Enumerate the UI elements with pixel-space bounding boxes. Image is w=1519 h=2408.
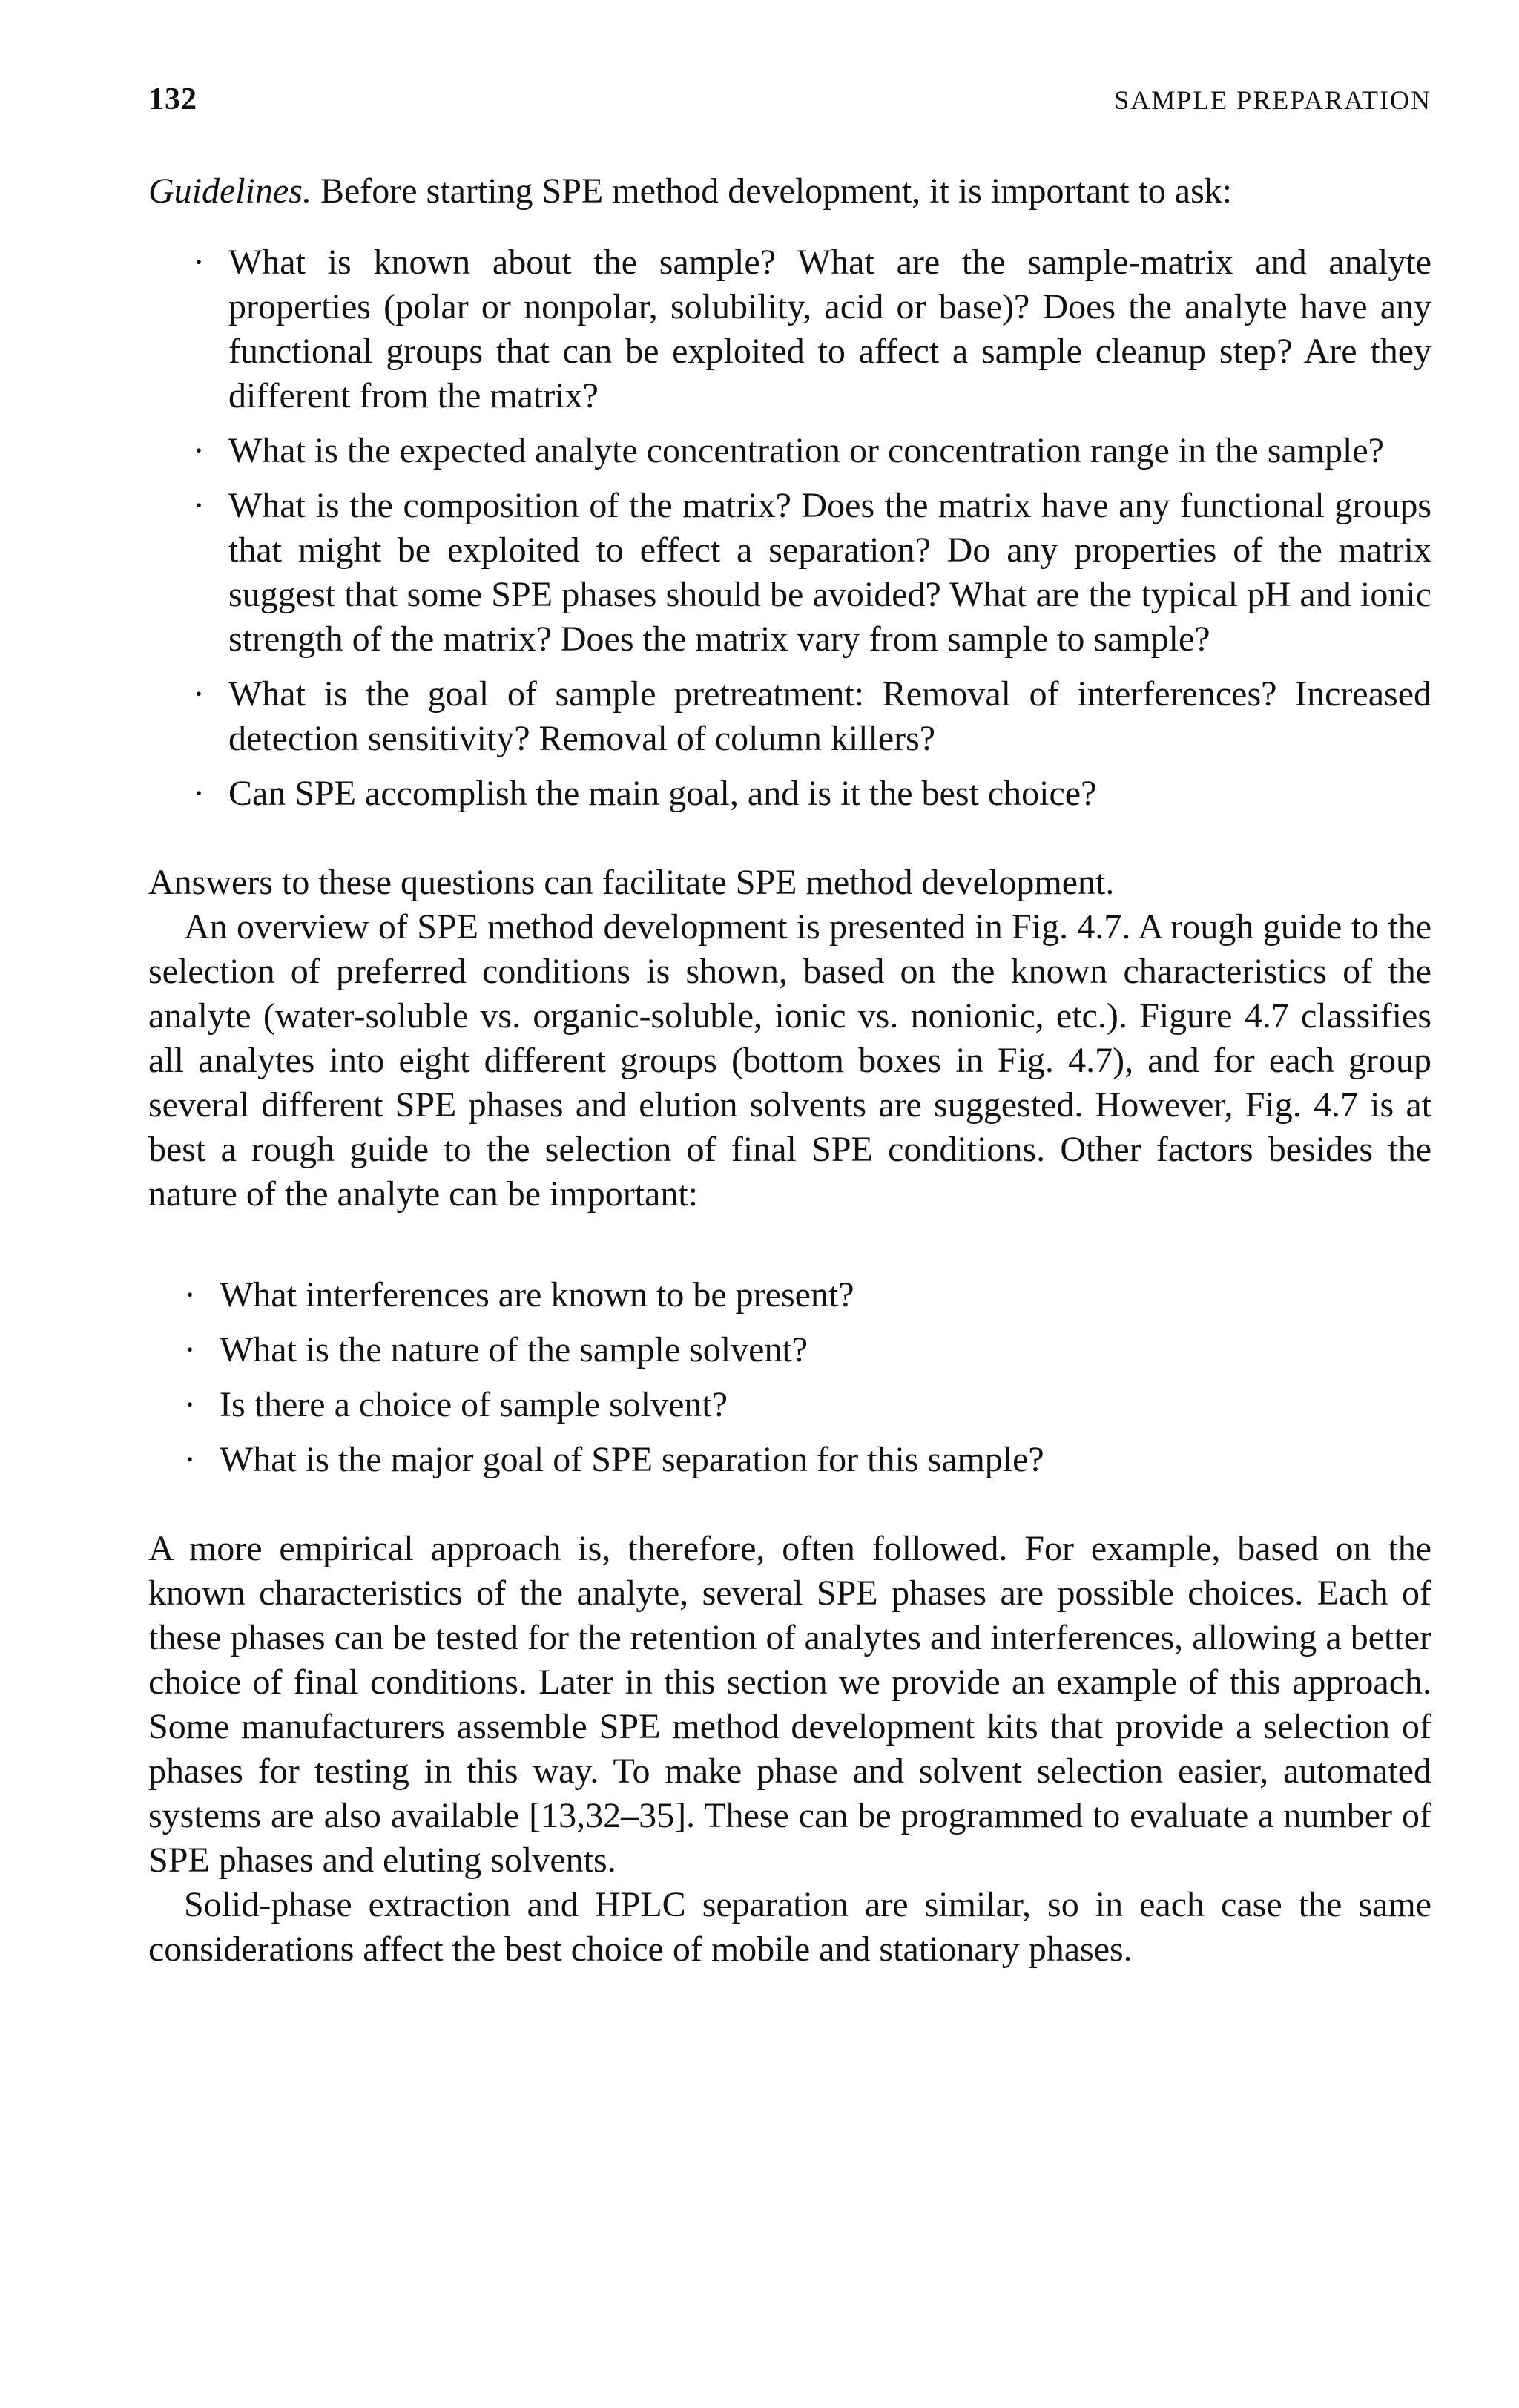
body-paragraph-4: Solid-phase extraction and HPLC separation are similar, so in each case the same considerations affect the best choice of mobile and stationary phases.	[148, 1885, 1431, 1969]
list-item: · What is the composition of the matrix? Does the matrix have any functional groups that might be exploited to effect a separation? Do any properties of the matrix suggest that some SPE phases should be avoided? What are the typical pH and ionic strength of the matrix? Does the matrix vary from sample to sample?	[148, 484, 1431, 662]
body-paragraph-1: Answers to these questions can facilitate SPE method development.	[148, 863, 1115, 902]
bullet-icon: ·	[193, 774, 205, 813]
list-item: · Is there a choice of sample solvent?	[148, 1383, 1431, 1427]
bullet-icon: ·	[184, 1275, 196, 1315]
bullet-icon: ·	[184, 1330, 196, 1369]
bullet-icon: ·	[193, 674, 205, 714]
book-page	[148, 82, 1431, 1972]
list-item: · What is the major goal of SPE separation for this sample?	[148, 1438, 1431, 1482]
body-paragraph-2: An overview of SPE method development is presented in Fig. 4.7. A rough guide to the selection of preferred conditions is shown, based on the known characteristics of the analyte (water-soluble vs. organic-soluble, ionic vs. nonionic, etc.). Figure 4.7 classifies all analytes into eight different groups (bottom boxes in Fig. 4.7), and for each group several different SPE phases and elution solvents are suggested. However, Fig. 4.7 is at best a rough guide to the selection of final SPE conditions. Other factors besides the nature of the analyte can be important:	[148, 907, 1431, 1214]
guidelines-paragraph	[148, 169, 1431, 214]
body-paragraph-3: A more empirical approach is, therefore, often followed. For example, based on the known characteristics of the analyte, several SPE phases are possible choices. Each of these phases can be tested for the retention of analytes and interferences, allowing a better choice of final conditions. Later in this section we provide an example of this approach. Some manufacturers assemble SPE method development kits that provide a selection of phases for testing in this way. To make phase and solvent selection easier, automated systems are also available [13,32–35]. These can be programmed to evaluate a number of SPE phases and eluting solvents.	[148, 1529, 1431, 1880]
list-item: · What is the nature of the sample solvent?	[148, 1328, 1431, 1372]
section-title: SAMPLE PREPARATION	[1114, 85, 1431, 115]
bullet-icon: ·	[184, 1440, 196, 1479]
guidelines-label: Guidelines.	[148, 171, 312, 211]
list-item: · Can SPE accomplish the main goal, and is it the best choice?	[148, 772, 1431, 816]
running-head	[148, 82, 1431, 117]
list-item: · What is the goal of sample pretreatment: Removal of interferences? Increased detection sensitivity? Removal of column killers?	[148, 672, 1431, 761]
list-item: · What is known about the sample? What are the sample-matrix and analyte properties (polar or nonpolar, solubility, acid or base)? Does the analyte have any functional groups that can be exploited to affect a sample cleanup step? Are they different from the matrix?	[148, 240, 1431, 418]
page-number: 132	[148, 82, 197, 116]
guidelines-text: Before starting SPE method development, it is important to ask:	[320, 171, 1233, 211]
question-list-1	[148, 240, 1431, 816]
bullet-icon: ·	[193, 243, 205, 282]
bullet-icon: ·	[193, 486, 205, 525]
bullet-icon: ·	[184, 1385, 196, 1424]
bullet-icon: ·	[193, 431, 205, 470]
question-list-2	[148, 1273, 1431, 1482]
list-item: · What interferences are known to be present?	[148, 1273, 1431, 1318]
list-item: · What is the expected analyte concentration or concentration range in the sample?	[148, 429, 1431, 473]
